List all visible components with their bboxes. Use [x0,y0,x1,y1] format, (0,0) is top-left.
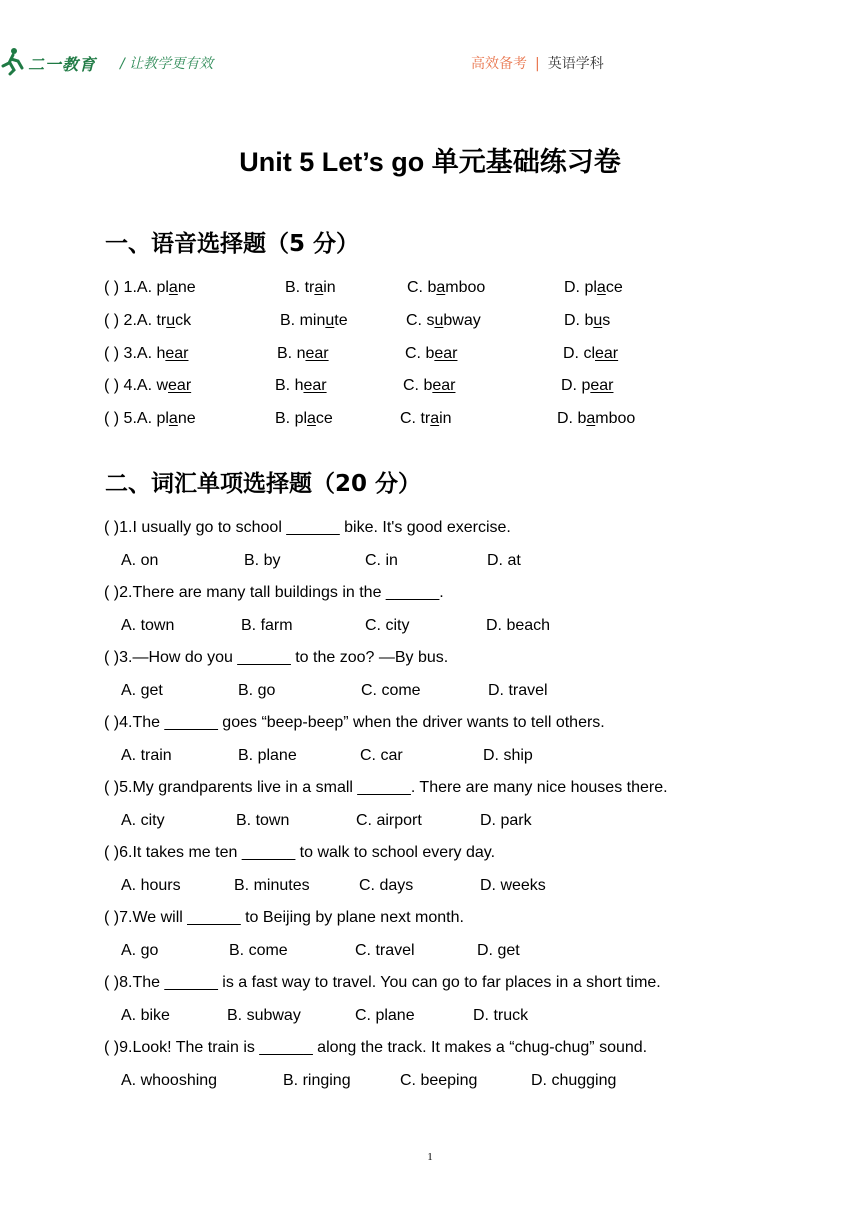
phonics-option-c: C. train [400,410,452,427]
vocab-option: B. come [229,942,288,959]
phonics-option-a: ( ) 5.A. plane [104,410,196,427]
vocab-option: C. in [365,552,398,569]
vocab-option: B. minutes [234,877,310,894]
phonics-option-a: ( ) 3.A. hear [104,345,189,362]
vocab-option: C. days [359,877,414,894]
vocab-option: A. bike [121,1007,170,1024]
vocab-question: ( )7.We will ______ to Beijing by plane next month. [104,909,464,926]
vocab-question: ( )6.It takes me ten ______ to walk to school every day. [104,844,496,861]
phonics-option-a: ( ) 2.A. truck [104,312,192,329]
header-slogan: / 让教学更有效 [120,56,214,72]
vocab-option: A. city [121,812,165,829]
logo [0,46,100,76]
vocab-option: D. at [487,552,521,569]
vocab-option: C. come [361,682,421,699]
vocab-option: B. plane [238,747,297,764]
vocab-option: C. car [360,747,403,764]
vocab-option: D. park [480,812,532,829]
phonics-option-c: C. bear [405,345,458,362]
logo-text: 二一教育 [28,55,97,74]
vocab-option: C. beeping [400,1072,478,1089]
vocab-option: C. plane [355,1007,415,1024]
vocab-question: ( )2.There are many tall buildings in the ______. [104,584,444,601]
vocab-option: D. travel [488,682,548,699]
vocab-option: B. by [244,552,281,569]
vocab-option: C. travel [355,942,415,959]
page-title: Unit 5 Let’s go 单元基础练习卷 [239,147,621,177]
phonics-option-d: D. bus [564,312,611,329]
vocab-option: D. chugging [531,1072,617,1089]
vocab-option: D. ship [483,747,533,764]
vocab-option: A. go [121,942,159,959]
vocab-option: B. town [236,812,290,829]
vocab-option: B. go [238,682,276,699]
vocab-option: C. city [365,617,410,634]
section1-heading: 一、语音选择题（5 分） [105,231,360,257]
vocab-option: D. weeks [480,877,546,894]
phonics-option-c: C. bear [403,377,456,394]
vocab-option: A. on [121,552,159,569]
vocab-question: ( )8.The ______ is a fast way to travel. You can go to far places in a short time. [104,974,661,991]
vocab-question: ( )3.—How do you ______ to the zoo? —By bus. [104,649,449,666]
header-separator: | [535,56,540,72]
vocab-question: ( )9.Look! The train is ______ along the track. It makes a “chug-chug” sound. [104,1039,648,1056]
phonics-option-d: D. bamboo [557,410,636,427]
phonics-option-a: ( ) 4.A. wear [104,377,192,394]
phonics-option-b: B. train [285,279,336,296]
vocab-option: A. train [121,747,172,764]
phonics-option-d: D. pear [561,377,614,394]
phonics-option-a: ( ) 1.A. plane [104,279,196,296]
vocab-option: B. farm [241,617,293,634]
phonics-option-b: B. hear [275,377,327,394]
vocab-option: D. beach [486,617,551,634]
vocab-option: A. hours [121,877,181,894]
phonics-option-b: B. place [275,410,333,427]
vocab-option: C. airport [356,812,422,829]
phonics-option-d: D. clear [563,345,619,362]
header-right [471,53,604,73]
phonics-option-d: D. place [564,279,623,296]
phonics-option-b: B. near [277,345,329,362]
vocab-option: D. get [477,942,520,959]
runner-icon [0,46,28,76]
header-tag-subject: 英语学科 [547,56,604,72]
vocab-option: B. subway [227,1007,301,1024]
vocab-option: D. truck [473,1007,529,1024]
phonics-option-c: C. bamboo [407,279,486,296]
vocab-option: A. get [121,682,163,699]
phonics-option-c: C. subway [406,312,481,329]
vocab-question: ( )5.My grandparents live in a small ______. There are many nice houses there. [104,779,668,796]
phonics-option-b: B. minute [280,312,348,329]
vocab-option: B. ringing [283,1072,351,1089]
vocab-option: A. town [121,617,175,634]
page-number: 1 [427,1151,433,1163]
vocab-question: ( )1.I usually go to school ______ bike. It's good exercise. [104,519,511,536]
section2-heading: 二、词汇单项选择题（20 分） [105,471,422,497]
vocab-question: ( )4.The ______ goes “beep-beep” when the driver wants to tell others. [104,714,605,731]
vocab-option: A. whooshing [121,1072,218,1089]
header-tag-exam: 高效备考 [471,56,527,72]
